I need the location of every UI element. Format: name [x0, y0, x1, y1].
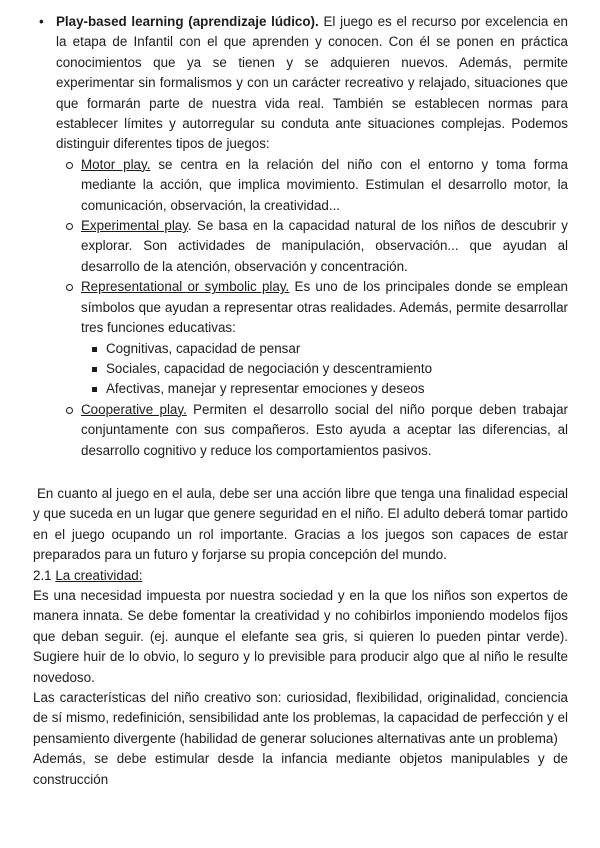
play-type-item	[81, 400, 568, 461]
play-type-name: Cooperative play.	[81, 401, 187, 417]
play-section-list	[56, 12, 568, 461]
function-item: Cognitivas, capacidad de pensar	[106, 339, 568, 359]
creativity-paragraph: Es una necesidad impuesta por nuestra sociedad y en la que los niños son expertos de manera innata. Se debe fomentar la creatividad y no cohibirlos imponiendo modelos fijos que deban seguir. (ej. aunque el elefante sea gris, si quieren lo pueden pintar verde). Sugiere huir de lo obvio, lo seguro y lo previsible para producir algo que al niño le resulte novedoso.	[33, 588, 568, 685]
play-section-intro: El juego es el recurso por excelencia en la etapa de Infantil con el que aprenden y conocen. Con él se ponen en práctica conocimientos que ya se tienen y se adquieren nuevos. Además, permite experimentar sin formalismos y con un carácter recreativo y relajado, situaciones que que formarán parte de nuestra vida real. También se establecen normas para establecer límites y autorregular su conduta ante situaciones complejas. Podemos distinguir diferentes tipos de juegos:	[56, 14, 568, 152]
play-type-description: . Se basa en la capacidad natural de los niños de descubrir y explorar. Son actividades de manipulación, observación... que ayudan al desarrollo de la atención, observación y concentración.	[81, 218, 569, 274]
section-title: La creatividad:	[55, 567, 143, 583]
play-section-title: Play-based learning (aprendizaje lúdico).	[56, 14, 319, 29]
play-type-name: Motor play.	[81, 156, 151, 172]
play-type-name: Representational or symbolic play.	[81, 279, 290, 295]
play-type-description: se centra en la relación del niño con el entorno y toma forma mediante la acción, que implica movimiento. Estimulan el desarrollo motor, la comunicación, observación, la creatividad...	[81, 156, 568, 213]
body-text	[33, 484, 568, 790]
play-type-item	[81, 277, 568, 399]
educational-functions-list	[81, 339, 568, 400]
classroom-paragraph: En cuanto al juego en el aula, debe ser una acción libre que tenga una finalidad especial y que suceda en un lugar que genere seguridad en el niño. El adulto deberá tomar partido en el juego ocupando un rol importante. Gracias a los juegos son capaces de estar preparados para un futuro y forjarse su propia concepción del mundo.	[33, 486, 568, 563]
play-type-item	[81, 216, 568, 277]
section-number: 2.1	[33, 567, 56, 583]
play-type-item	[81, 155, 568, 216]
play-section-item	[56, 12, 568, 461]
function-item: Afectivas, manejar y representar emociones y deseos	[106, 379, 568, 399]
stimulation-paragraph: Además, se debe estimular desde la infancia mediante objetos manipulables y de construcción	[33, 751, 568, 787]
creative-child-paragraph: Las características del niño creativo son: curiosidad, flexibilidad, originalidad, conciencia de sí mismo, redefinición, sensibilidad ante los problemas, la capacidad de perfección y el pensamiento divergente (habilidad de generar soluciones alternativas ante un problema)	[33, 690, 568, 746]
play-types-list	[56, 155, 568, 461]
creativity-heading	[33, 566, 568, 586]
play-type-description: Es uno de los principales donde se emplean símbolos que ayudan a representar otras realidades. Además, permite desarrollar tres funciones educativas:	[81, 279, 569, 336]
function-item: Sociales, capacidad de negociación y descentramiento	[106, 359, 568, 379]
play-type-description: Permiten el desarrollo social del niño porque deben trabajar conjuntamente con sus compañeros. Esto ayuda a aceptar las diferencias, al desarrollo cognitivo y reduce los comportamientos pasivos.	[81, 401, 569, 458]
play-type-name: Experimental play	[81, 218, 188, 234]
